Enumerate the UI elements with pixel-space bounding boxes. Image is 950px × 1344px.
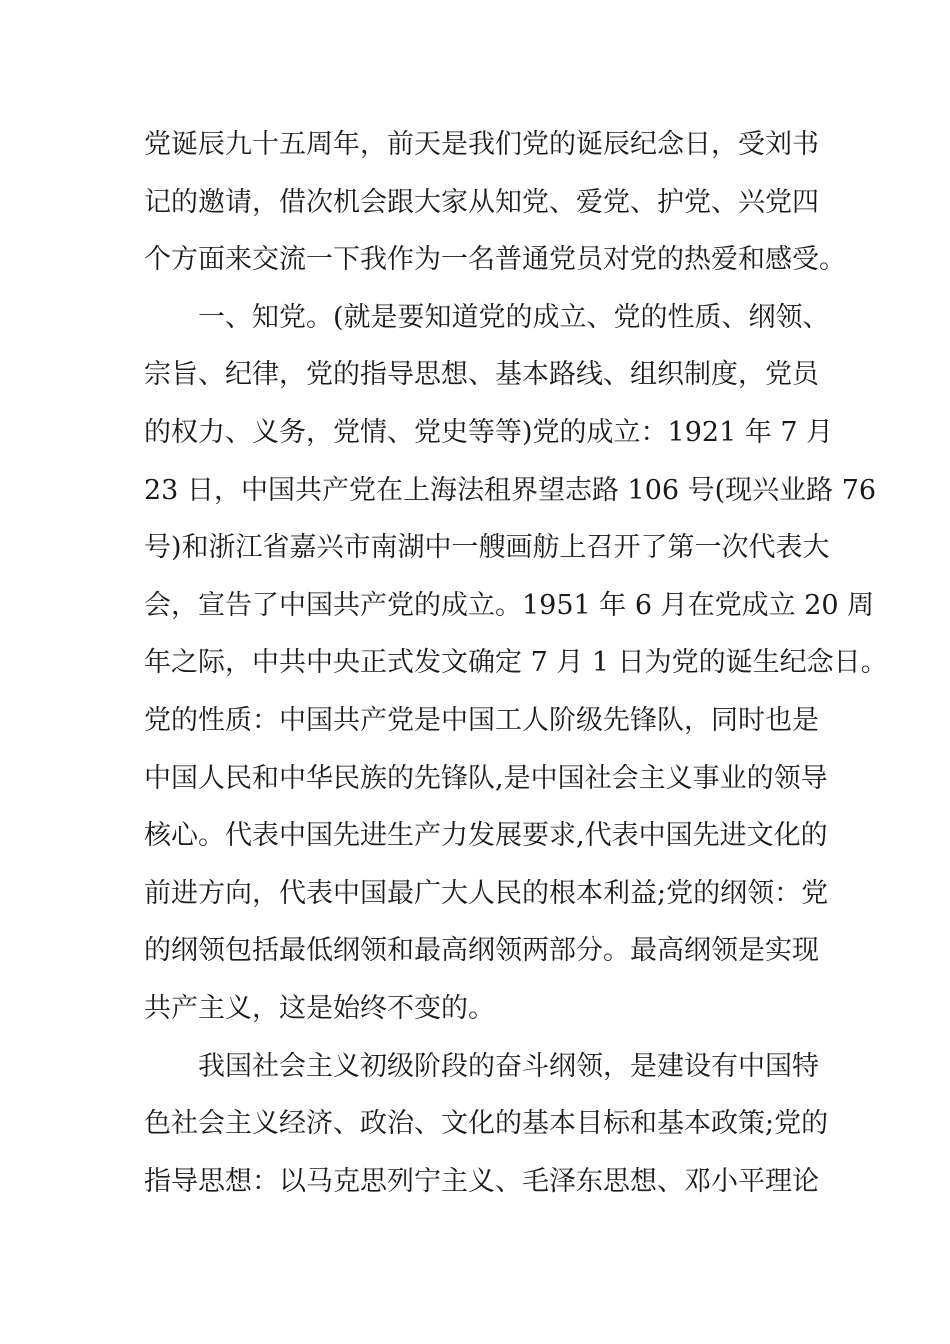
- text-line: 宗旨、纪律，党的指导思想、基本路线、组织制度，党员: [144, 359, 819, 391]
- text-line: 记的邀请，借次机会跟大家从知党、爱党、护党、兴党四: [144, 186, 819, 218]
- text-line: 色社会主义经济、政治、文化的基本目标和基本政策;党的: [144, 1108, 829, 1140]
- text-line: 党的性质：中国共产党是中国工人阶级先锋队，同时也是: [144, 704, 819, 736]
- text-line: 的权力、义务，党情、党史等等)党的成立：1921 年 7 月: [144, 416, 834, 448]
- text-line: 的纲领包括最低纲领和最高纲领两部分。最高纲领是实现: [144, 935, 819, 967]
- text-line: 23 日，中国共产党在上海法租界望志路 106 号(现兴业路 76: [144, 474, 877, 506]
- text-line: 中国人民和中华民族的先锋队,是中国社会主义事业的领导: [144, 762, 828, 794]
- text-line: 前进方向，代表中国最广大人民的根本利益;党的纲领：党: [144, 877, 829, 909]
- text-line: 指导思想：以马克思列宁主义、毛泽东思想、邓小平理论: [144, 1165, 819, 1197]
- text-line: 党诞辰九十五周年，前天是我们党的诞辰纪念日，受刘书: [144, 129, 819, 160]
- text-line: 我国社会主义初级阶段的奋斗纲领，是建设有中国特: [198, 1050, 819, 1082]
- text-line: 共产主义，这是始终不变的。: [144, 992, 495, 1024]
- text-line: 年之际，中共中央正式发文确定 7 月 1 日为党的诞生纪念日。: [144, 647, 888, 679]
- body-text: [144, 116, 888, 1210]
- text-line: 会，宣告了中国共产党的成立。1951 年 6 月在党成立 20 周: [144, 589, 875, 621]
- text-line: 一、知党。(就是要知道党的成立、党的性质、纲领、: [198, 301, 830, 333]
- text-line: 核心。代表中国先进生产力发展要求,代表中国先进文化的: [144, 820, 828, 852]
- text-line: 号)和浙江省嘉兴市南湖中一艘画舫上召开了第一次代表大: [144, 532, 830, 564]
- text-line: 个方面来交流一下我作为一名普通党员对党的热爱和感受。: [144, 244, 846, 276]
